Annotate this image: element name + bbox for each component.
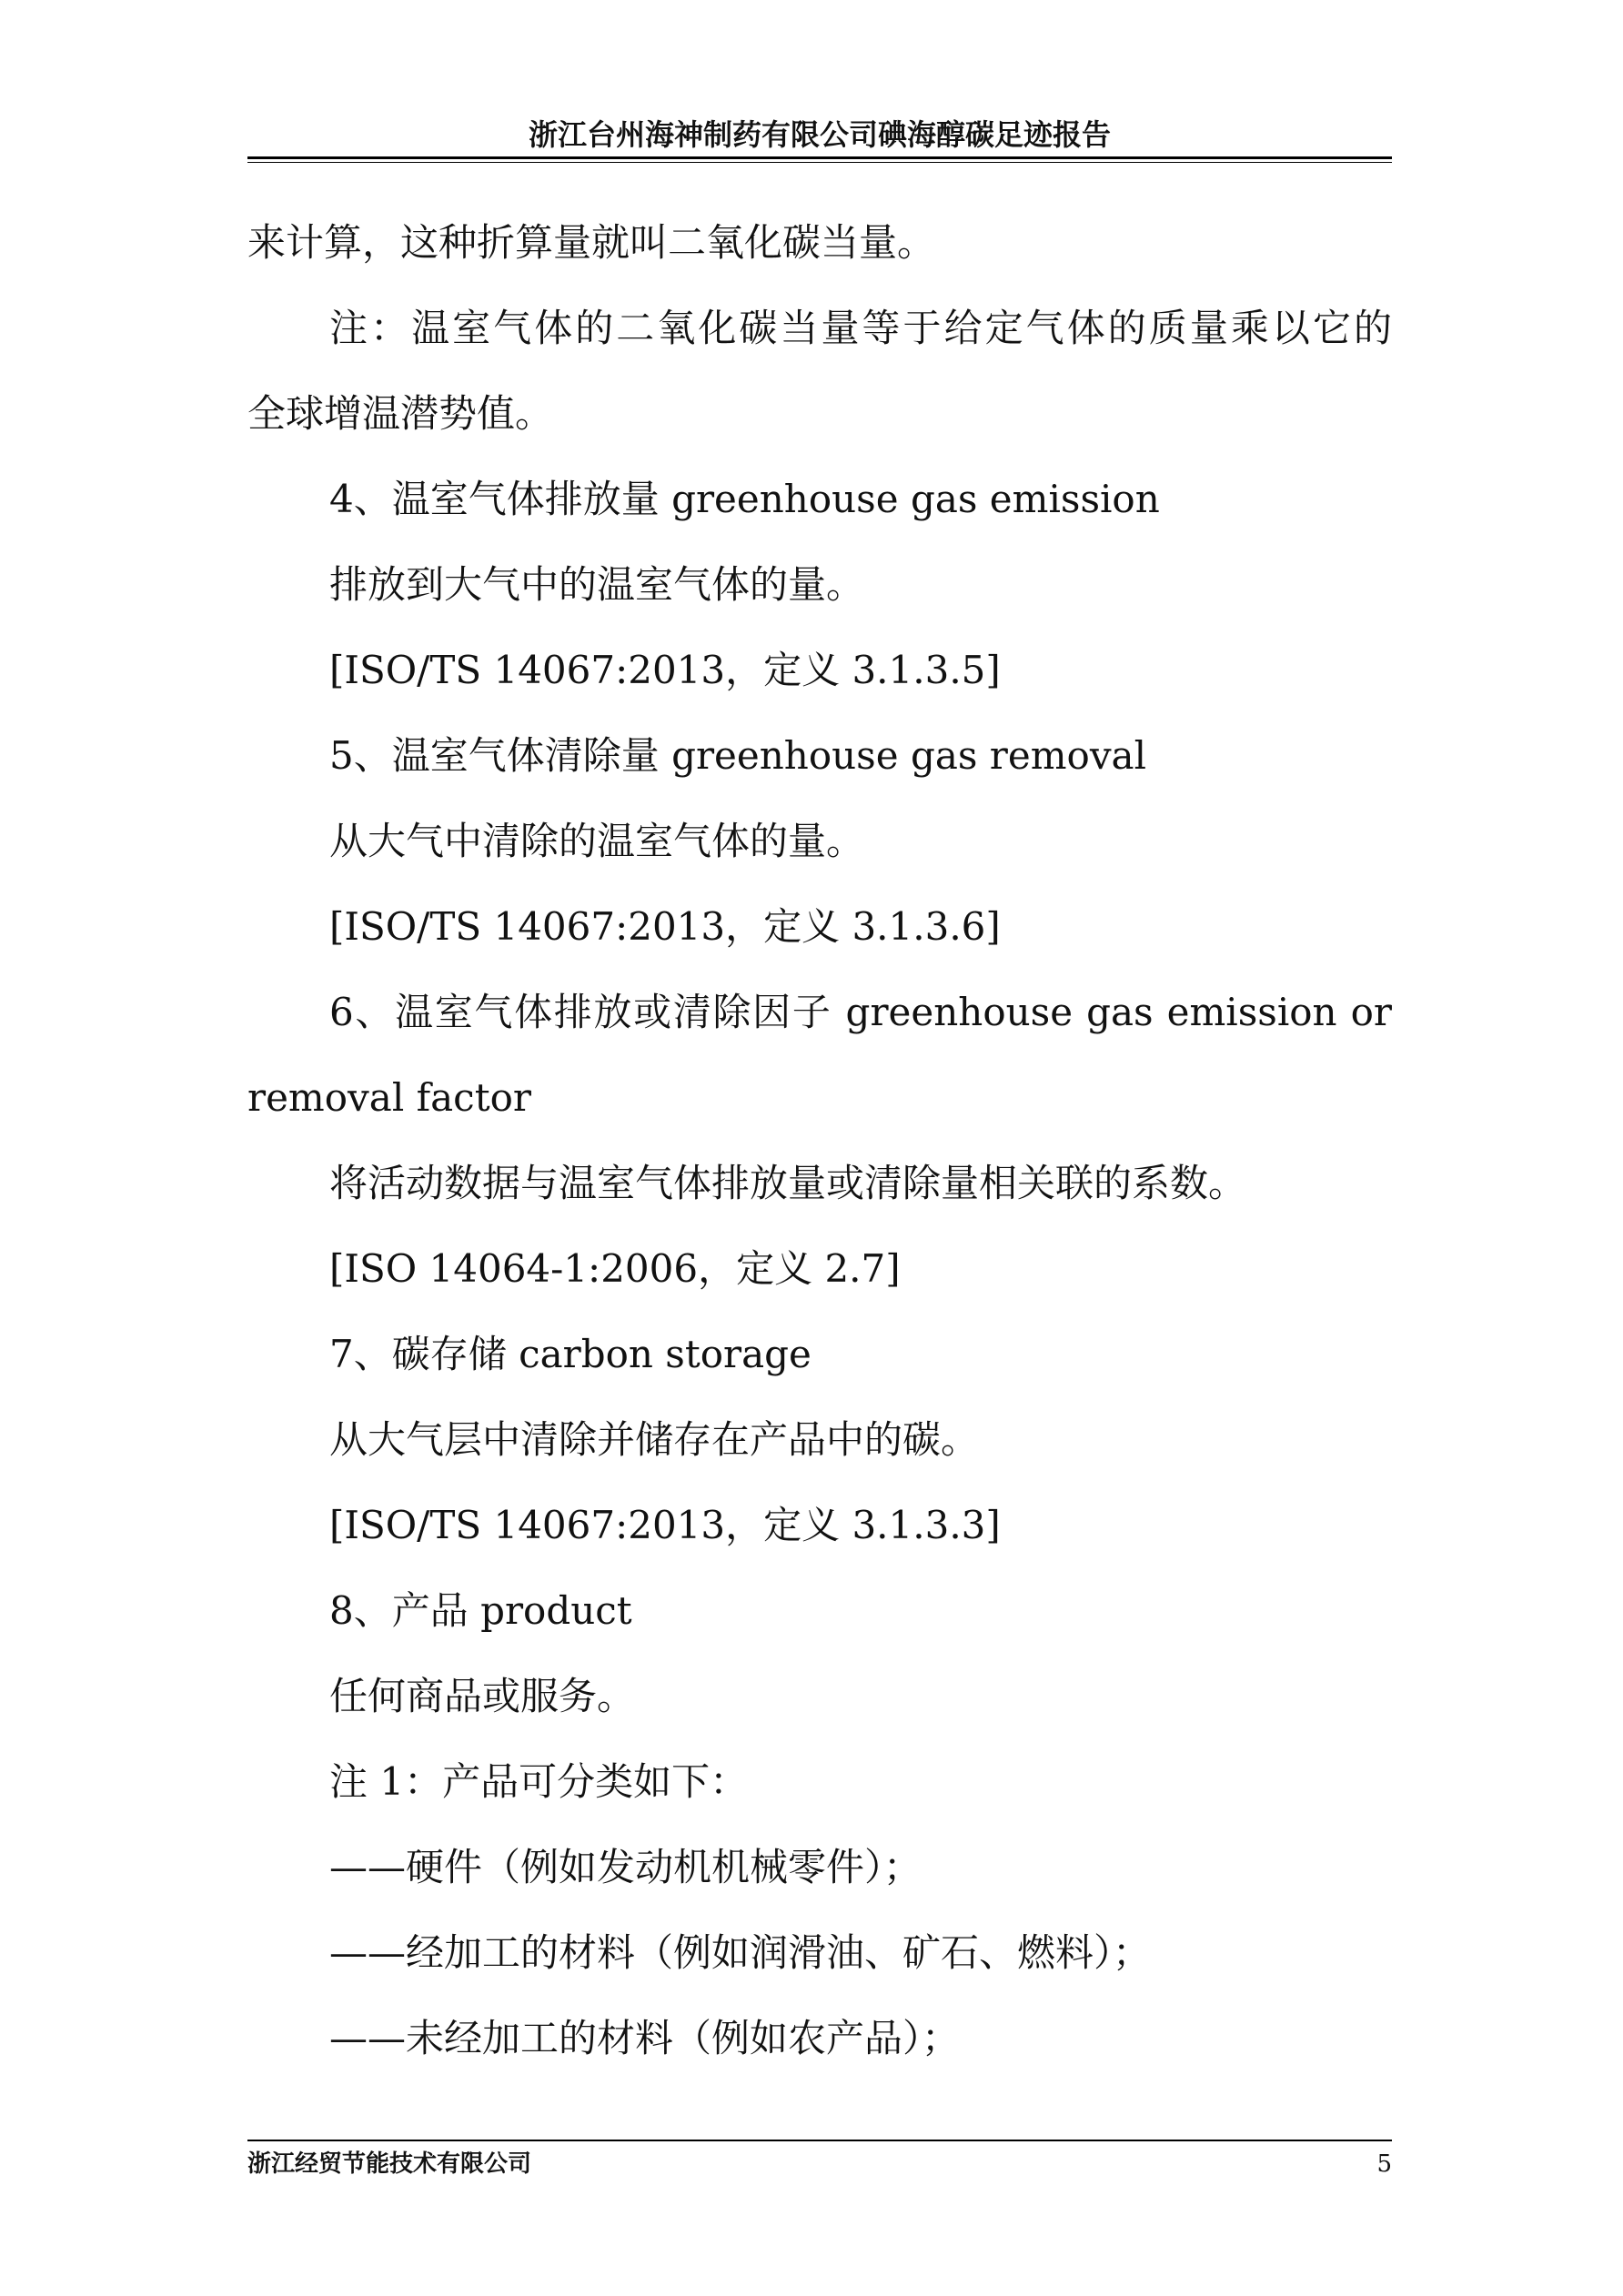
header-divider: [247, 156, 1392, 163]
text-line: 任何商品或服务。: [329, 1674, 636, 1718]
text-line: 来计算，这种折算量就叫二氧化碳当量。: [247, 220, 936, 265]
definition-heading: 6、温室气体排放或清除因子 greenhouse gas emission or: [329, 990, 1392, 1034]
page-header-title: 浙江台州海神制药有限公司碘海醇碳足迹报告: [528, 117, 1111, 152]
definition-heading: 8、产品 product: [329, 1588, 632, 1633]
definition-heading: 5、温室气体清除量 greenhouse gas removal: [329, 733, 1147, 778]
note-line: 注 1：产品可分类如下：: [329, 1759, 749, 1804]
footer-company: 浙江经贸节能技术有限公司: [247, 2150, 532, 2178]
definition-heading: 7、碳存储 carbon storage: [329, 1332, 812, 1376]
reference-line: [ISO/TS 14067:2013，定义 3.1.3.5]: [329, 648, 1001, 692]
text-line: removal factor: [247, 1075, 531, 1120]
text-line: 将活动数据与温室气体排放量或清除量相关联的系数。: [329, 1161, 1247, 1205]
list-item: ——经加工的材料（例如润滑油、矿石、燃料）；: [329, 1930, 1152, 1975]
text-line: 全球增温潜势值。: [247, 391, 554, 436]
document-body: [247, 200, 1392, 2081]
list-item: ——硬件（例如发动机机械零件）；: [329, 1845, 922, 1889]
list-item: ——未经加工的材料（例如农产品）；: [329, 2016, 961, 2060]
reference-line: [ISO 14064-1:2006，定义 2.7]: [329, 1246, 901, 1291]
text-line: 注：温室气体的二氧化碳当量等于给定气体的质量乘以它的: [329, 306, 1392, 350]
text-line: 从大气中清除的温室气体的量。: [329, 819, 865, 863]
text-line: 从大气层中清除并储存在产品中的碳。: [329, 1417, 980, 1462]
text-line: 排放到大气中的温室气体的量。: [329, 562, 865, 607]
footer-divider: [247, 2140, 1392, 2141]
reference-line: [ISO/TS 14067:2013，定义 3.1.3.6]: [329, 904, 1001, 949]
reference-line: [ISO/TS 14067:2013，定义 3.1.3.3]: [329, 1503, 1001, 1547]
page-number: 5: [1376, 2150, 1392, 2178]
definition-heading: 4、温室气体排放量 greenhouse gas emission: [329, 477, 1160, 521]
